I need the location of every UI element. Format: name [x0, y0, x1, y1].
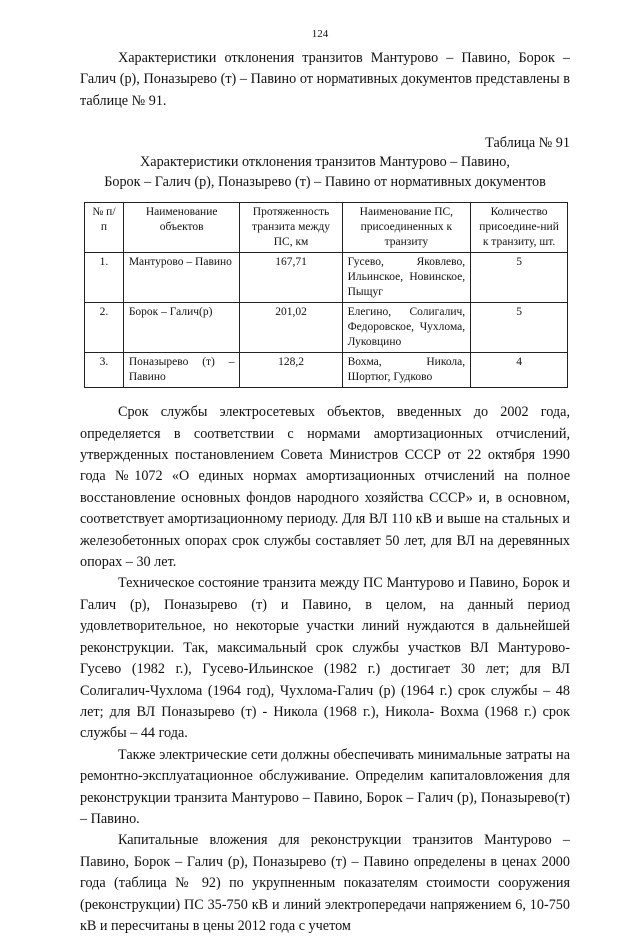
- cell-count: 5: [471, 253, 568, 303]
- table-title: [80, 153, 570, 192]
- cell-name: Поназырево (т) – Павино: [123, 353, 240, 388]
- table-title-line-1: Характеристики отклонения транзитов Мантурово – Павино,: [140, 154, 510, 171]
- cell-length: 128,2: [240, 353, 342, 388]
- cell-length: 201,02: [240, 303, 342, 353]
- paragraph-investments: Капитальные вложения для реконструкции транзитов Мантурово – Павино, Борок – Галич (р), Поназырево (т) – Павино определены в ценах 2000 года (таблица № 92) по укрупненным показателям стоимости сооружения (реконструкции) ПС 35-750 кВ и линий электропередачи напряжением 6, 10-750 кВ и пересчитаны в цены 2012 года с учетом: [80, 832, 570, 934]
- header-name: Наименование объектов: [123, 203, 240, 253]
- table-title-line-2: Борок – Галич (р), Поназырево (т) – Павино от нормативных документов: [104, 173, 546, 190]
- paragraph-service-life: Срок службы электросетевых объектов, введенных до 2002 года, определяется в соответствии с нормами амортизационных отчислений, утвержденных постановлением Совета Министров СССР от 22 октября 1990 года №1072 «О единых нормах амортизационных отчислений на полное восстановление основных фондов народного хозяйства СССР» и, в основном, соответствует амортизационному периоду. Для ВЛ 110 кВ и выше на стальных и железобетонных опорах срок службы составляет 50 лет, для ВЛ на деревянных опорах – 30 лет.: [80, 404, 570, 571]
- cell-num: 1.: [85, 253, 124, 303]
- header-num: № п/п: [85, 203, 124, 253]
- table-row: [85, 303, 568, 353]
- table-row: [85, 253, 568, 303]
- transit-table: [84, 202, 568, 388]
- cell-substations: Гусево, Яковлево, Ильинское, Новинское, Пыщуг: [342, 253, 471, 303]
- paragraph-technical-state: Техническое состояние транзита между ПС Мантурово и Павино, Борок и Галич (р), Поназырево (т) и Павино, в целом, на данный период удовлетворительное, но некоторые участки линий нуждаются в дальнейшей реконструкции. Так, максимальный срок службы участков ВЛ Мантурово-Гусево (1982 г.), Гусево-Ильинское (1982 г.) достигает 30 лет; для ВЛ Солигалич-Чухлома (1964 год), Чухлома-Галич (р) (1964 г.) срок службы – 48 лет; для ВЛ Поназырево (т) - Никола (1968 г.), Никола- Вохма (1968 г.) срок службы – 44 года.: [80, 575, 570, 742]
- table-row: [85, 353, 568, 388]
- body-text: [80, 402, 570, 937]
- intro-paragraph: Характеристики отклонения транзитов Мантурово – Павино, Борок – Галич (р), Поназырево (т) – Павино от нормативных документов представлены в таблице № 91.: [80, 50, 570, 109]
- paragraph-costs: Также электрические сети должны обеспечивать минимальные затраты на ремонтно-эксплуатационное обслуживание. Определим капиталовложения для реконструкции транзита Мантурово – Павино, Борок – Галич (р), Поназырево(т) – Павино.: [80, 746, 570, 827]
- page-number: 124: [311, 28, 329, 40]
- header-count: Количество присоедине-ний к транзиту, шт.: [471, 203, 568, 253]
- document-body: [80, 48, 570, 937]
- cell-count: 5: [471, 303, 568, 353]
- header-length: Протяженность транзита между ПС, км: [240, 203, 342, 253]
- header-substations: Наименование ПС, присоединенных к транзиту: [342, 203, 471, 253]
- cell-length: 167,71: [240, 253, 342, 303]
- cell-substations: Вохма, Никола, Шортюг, Гудково: [342, 353, 471, 388]
- cell-name: Мантурово – Павино: [123, 253, 240, 303]
- cell-num: 2.: [85, 303, 124, 353]
- table-header-row: [85, 203, 568, 253]
- table-number: Таблица № 91: [485, 135, 570, 152]
- cell-name: Борок – Галич(р): [123, 303, 240, 353]
- cell-substations: Елегино, Солигалич, Федоровское, Чухлома, Луковцино: [342, 303, 471, 353]
- cell-count: 4: [471, 353, 568, 388]
- cell-num: 3.: [85, 353, 124, 388]
